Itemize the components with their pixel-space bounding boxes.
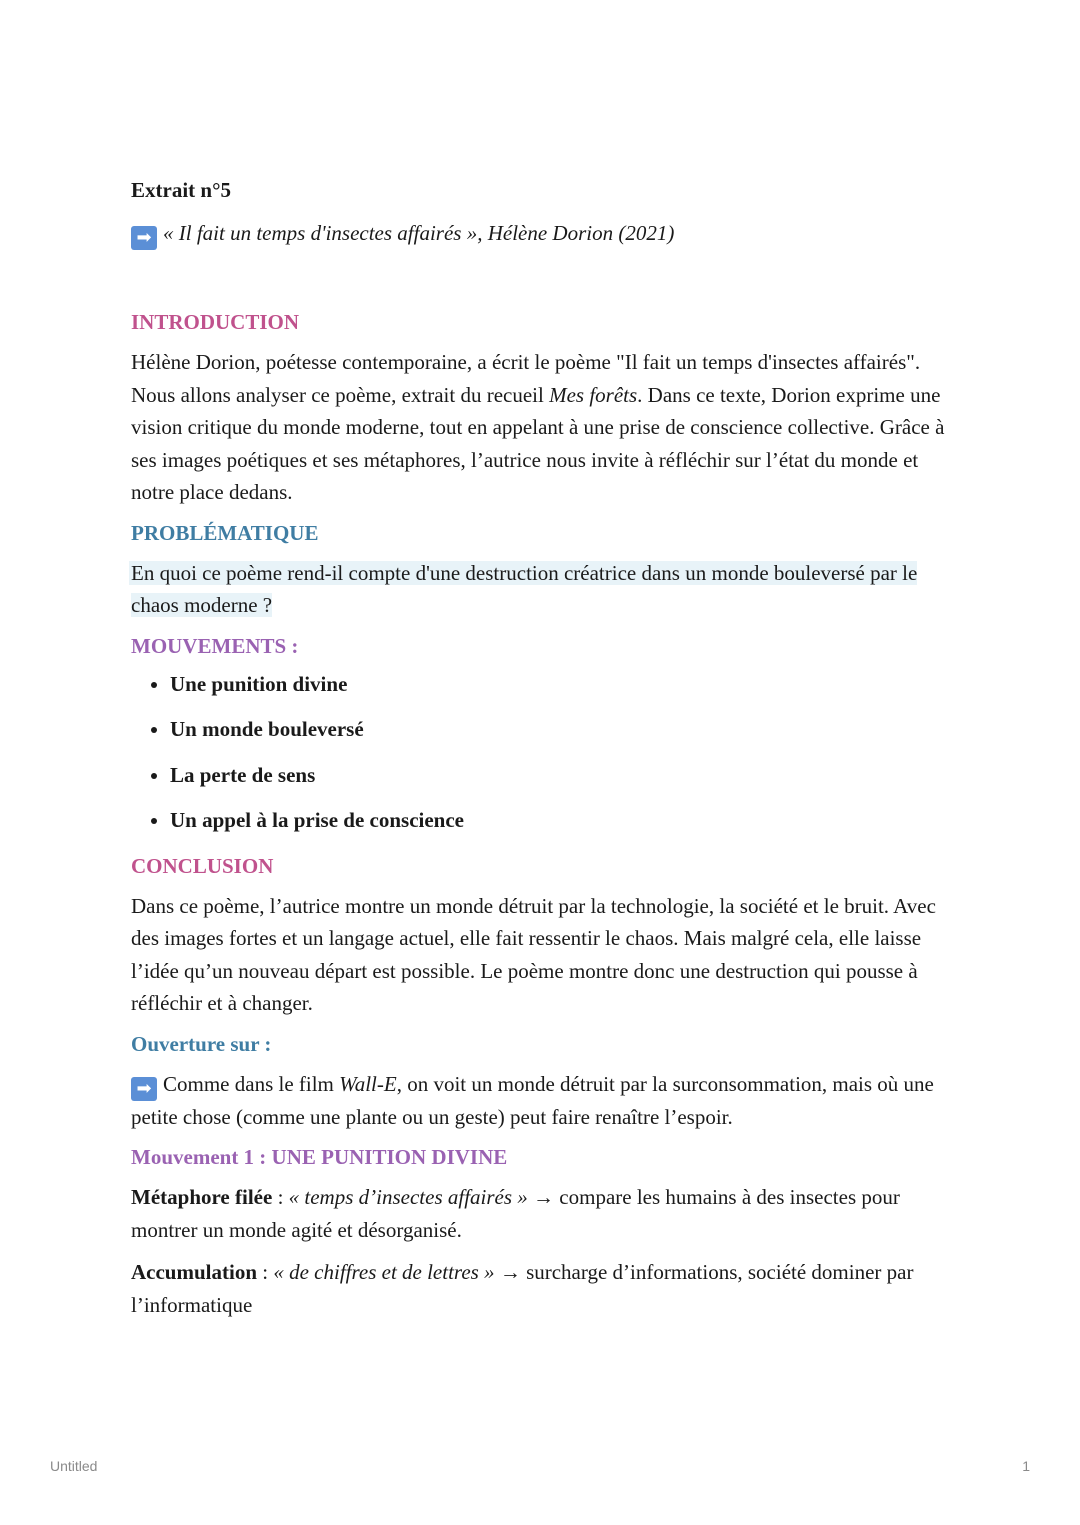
list-item: • Une punition divine <box>170 670 951 698</box>
ouverture-paragraph <box>131 1068 951 1134</box>
introduction-text-1: Hélène Dorion, poétesse contemporaine, a écrit le poème "Il fait un temps d'insectes affairés". Nous allons analyser ce poème, extrait du recueil <box>131 350 921 407</box>
mouvement1-heading: Mouvement 1 : UNE PUNITION DIVINE <box>131 1145 508 1169</box>
figure-explanation: → compare les humains à des insectes pour montrer un monde agité et désorganisé. <box>131 1185 900 1242</box>
list-item: • Un appel à la prise de conscience <box>170 806 951 834</box>
figure-separator: : <box>272 1185 289 1209</box>
list-item: • La perte de sens <box>170 761 951 789</box>
analysis-entry-metaphore <box>131 1181 951 1246</box>
mouvements-heading: MOUVEMENTS : <box>131 633 299 658</box>
right-arrow-icon: ➡ <box>131 1077 157 1101</box>
analysis-entry-accumulation <box>131 1256 951 1321</box>
figure-separator: : <box>257 1260 274 1284</box>
figure-explanation: → surcharge d’informations, société dominer par l’informatique <box>131 1260 914 1317</box>
mouvements-list <box>131 670 951 835</box>
collection-title: Mes forêts <box>549 382 638 407</box>
introduction-text-2: . Dans ce texte, Dorion exprime une vision critique du monde moderne, tout en appelant à une prise de conscience collective. Grâce à ses images poétiques et ses métaphores, l’autrice nous invite à réfléchir sur l’état du monde et notre place dedans. <box>131 382 945 504</box>
problematique-paragraph <box>131 557 951 622</box>
extract-title: Extrait n°5 <box>131 178 231 202</box>
footer-page-number: 1 <box>1022 1458 1030 1474</box>
introduction-paragraph <box>131 346 951 509</box>
footer-document-name: Untitled <box>50 1458 98 1474</box>
right-arrow-icon: ➡ <box>131 226 157 250</box>
film-title: Wall-E <box>339 1071 397 1096</box>
ouverture-text-1: Comme dans le film <box>163 1071 340 1096</box>
source-quote: « Il fait un temps d'insectes affairés », Hélène Dorion (2021) <box>163 221 675 245</box>
figure-quote: « temps d’insectes affairés » <box>288 1185 528 1209</box>
figure-quote: « de chiffres et de lettres » <box>273 1260 495 1284</box>
figure-term: Métaphore filée <box>131 1185 273 1209</box>
conclusion-paragraph: Dans ce poème, l’autrice montre un monde détruit par la technologie, la société et le bruit. Avec des images fortes et un langage actuel, elle fait ressentir le chaos. Mais malgré cela, elle laisse l’idée qu’un nouveau départ est possible. Le poème montre donc une destruction qui pousse à réfléchir et à changer. <box>131 893 936 1015</box>
source-line <box>131 218 951 250</box>
problematique-heading: PROBLÉMATIQUE <box>131 520 319 545</box>
document-body <box>131 176 951 1331</box>
introduction-heading: INTRODUCTION <box>131 310 300 334</box>
problematique-text: En quoi ce poème rend-il compte d'une destruction créatrice dans un monde bouleversé par le chaos moderne ? <box>131 560 918 617</box>
figure-term: Accumulation <box>131 1260 257 1284</box>
ouverture-heading: Ouverture sur : <box>131 1031 272 1056</box>
list-item: • Un monde bouleversé <box>170 715 951 743</box>
conclusion-heading: CONCLUSION <box>131 853 274 878</box>
ouverture-text-2: , on voit un monde détruit par la surconsommation, mais où une petite chose (comme une plante ou un geste) peut faire renaître l’espoir. <box>131 1071 934 1129</box>
